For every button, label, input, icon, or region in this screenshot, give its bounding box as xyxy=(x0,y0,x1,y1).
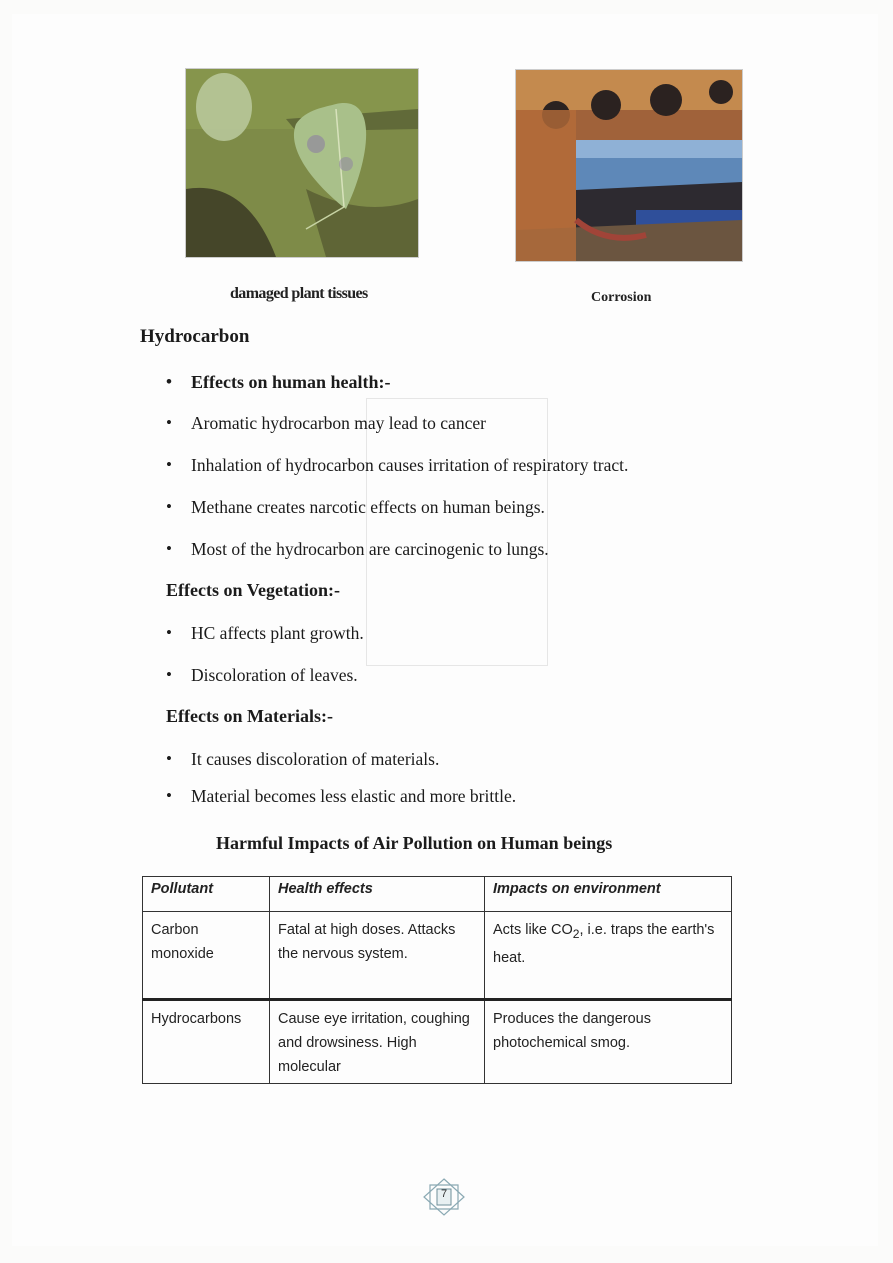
list-item: • Methane creates narcotic effects on human beings. xyxy=(166,495,806,537)
list-item: • Most of the hydrocarbon are carcinogenic to lungs. xyxy=(166,537,806,579)
page-number-ornament xyxy=(420,1177,468,1217)
vegetation-heading: Effects on Vegetation:- xyxy=(166,580,340,600)
column-header: Health effects xyxy=(270,877,485,912)
table-cell: Hydrocarbons xyxy=(143,1000,270,1084)
table-header-row xyxy=(143,877,732,912)
table-cell: Fatal at high doses. Attacks the nervous system. xyxy=(270,912,485,1000)
plant-photo-caption: damaged plant tissues xyxy=(230,285,368,302)
list-item: • Material becomes less elastic and more brittle. xyxy=(166,784,806,826)
human-health-list xyxy=(166,411,806,579)
corrosion-photo xyxy=(515,69,743,262)
page-number: 7 xyxy=(440,1188,448,1200)
pollution-impacts-table xyxy=(142,876,732,1084)
list-item: • Discoloration of leaves. xyxy=(166,663,806,705)
table-cell: Produces the dangerous photochemical smog. xyxy=(485,1000,732,1084)
materials-list xyxy=(166,747,806,826)
human-health-heading: • Effects on human health:- xyxy=(166,370,806,412)
damaged-plant-photo xyxy=(185,68,419,258)
list-item: • Inhalation of hydrocarbon causes irritation of respiratory tract. xyxy=(166,453,806,495)
table-cell: Carbon monoxide xyxy=(143,912,270,1000)
table-row xyxy=(143,912,732,1000)
table-row xyxy=(143,1000,732,1084)
corrosion-photo-caption: Corrosion xyxy=(591,290,652,305)
section-heading: Hydrocarbon xyxy=(140,326,250,347)
column-header: Pollutant xyxy=(143,877,270,912)
human-health-heading-list xyxy=(166,370,806,412)
table-cell: Cause eye irritation, coughing and drowsiness. High molecular xyxy=(270,1000,485,1084)
table-cell: Acts like $CO_2$, i.e. traps the earth's heat. xyxy=(485,912,732,1000)
column-header: Impacts on environment xyxy=(485,877,732,912)
vegetation-list xyxy=(166,621,806,705)
list-item: • It causes discoloration of materials. xyxy=(166,747,806,789)
materials-heading: Effects on Materials:- xyxy=(166,706,333,726)
table-title: Harmful Impacts of Air Pollution on Human beings xyxy=(216,833,613,853)
list-item: • Aromatic hydrocarbon may lead to cancer xyxy=(166,411,806,453)
list-item: • HC affects plant growth. xyxy=(166,621,806,663)
